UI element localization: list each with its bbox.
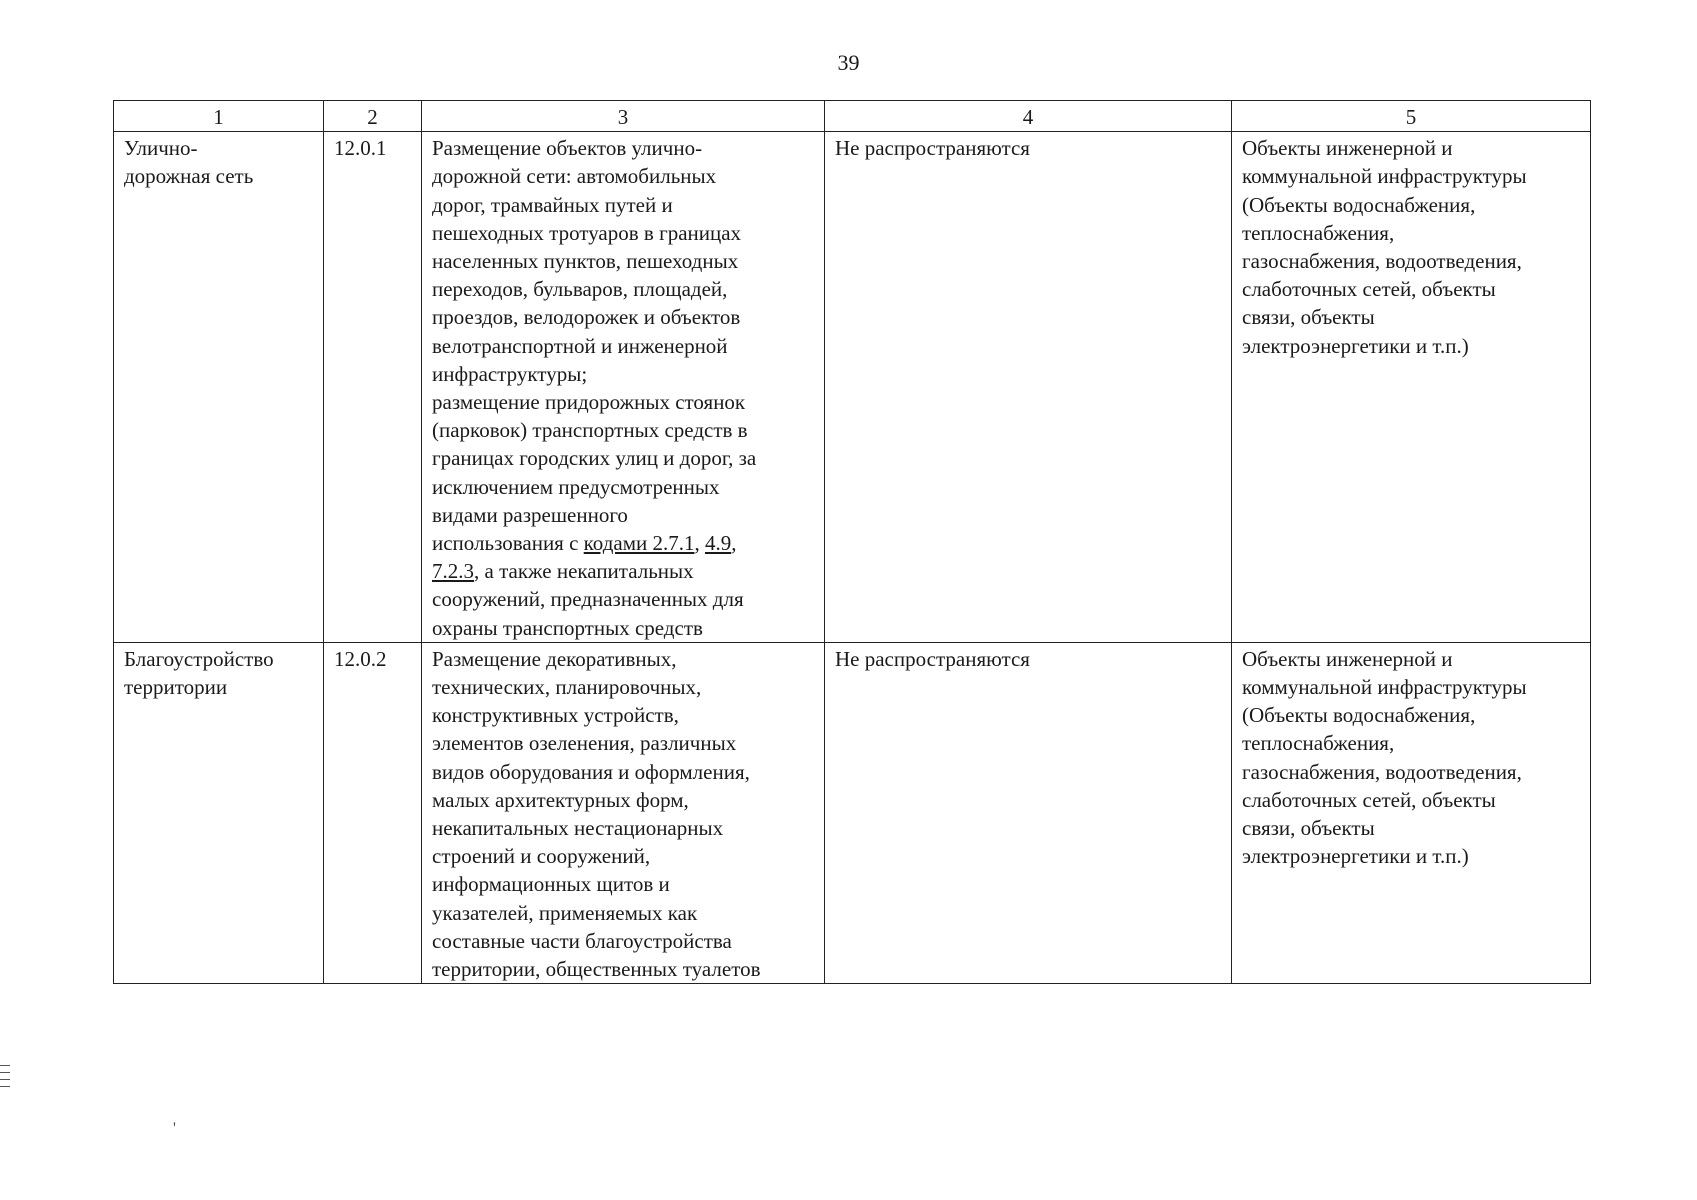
description-line: некапитальных нестационарных	[432, 816, 724, 841]
separator: ,	[731, 531, 737, 556]
description-line: дорожной сети: автомобильных	[432, 164, 717, 189]
code-link-2-7-1[interactable]: кодами 2.7.1	[583, 531, 695, 556]
header-cell: 2	[324, 101, 422, 132]
scan-margin-marks	[0, 1065, 12, 1093]
page-number: 39	[837, 50, 860, 75]
header-cell: 5	[1232, 101, 1591, 132]
table-row	[114, 642, 1591, 983]
separator: ,	[694, 531, 705, 556]
description-line: указателей, применяемых как	[432, 900, 698, 925]
scan-mark	[0, 1086, 10, 1087]
description-line: проездов, велодорожек и объектов	[432, 305, 741, 330]
use-type-name	[114, 642, 324, 983]
description-line: (парковок) транспортных средств в	[432, 418, 748, 443]
description-line: Размещение объектов улично-	[432, 136, 703, 161]
description-line: составные части благоустройства	[432, 928, 732, 953]
objects-line: теплоснабжения,	[1242, 731, 1395, 756]
name-line: территории	[124, 675, 228, 700]
objects-line: связи, объекты	[1242, 816, 1375, 841]
description-line: велотранспортной и инженерной	[432, 333, 728, 358]
table-row	[114, 132, 1591, 643]
description-line: информационных щитов и	[432, 872, 670, 897]
description-line: исключением предусмотренных	[432, 474, 720, 499]
name-line: Улично-	[124, 136, 198, 161]
table-header-row	[114, 101, 1591, 132]
description-line: Размещение декоративных,	[432, 646, 677, 671]
description-line: инфраструктуры;	[432, 361, 588, 386]
objects-line: Объекты инженерной и	[1242, 136, 1453, 161]
description-line	[432, 557, 814, 585]
description-text: использования с	[432, 531, 584, 556]
description-line: населенных пунктов, пешеходных	[432, 249, 739, 274]
description-text: , а также некапитальных	[474, 559, 694, 584]
description-line: строений и сооружений,	[432, 844, 651, 869]
name-line: дорожная сеть	[124, 164, 254, 189]
objects-line: коммунальной инфраструктуры	[1242, 675, 1527, 700]
description-line: технических, планировочных,	[432, 675, 702, 700]
description-line: элементов озеленения, различных	[432, 731, 737, 756]
description-line: пешеходных тротуаров в границах	[432, 220, 742, 245]
auxiliary-objects-cell	[1232, 132, 1591, 643]
code-link-7-2-3[interactable]: 7.2.3	[432, 559, 474, 584]
description-line: переходов, бульваров, площадей,	[432, 277, 728, 302]
scan-mark	[0, 1065, 10, 1066]
use-type-name	[114, 132, 324, 643]
name-line: Благоустройство	[124, 646, 274, 671]
objects-line: (Объекты водоснабжения,	[1242, 703, 1476, 728]
scan-mark	[0, 1079, 10, 1080]
description-line: дорог, трамвайных путей и	[432, 192, 673, 217]
header-cell: 1	[114, 101, 324, 132]
use-type-description	[422, 132, 825, 643]
use-type-description	[422, 642, 825, 983]
objects-line: слаботочных сетей, объекты	[1242, 787, 1496, 812]
description-line: сооружений, предназначенных для	[432, 587, 744, 612]
description-line: видами разрешенного	[432, 502, 628, 527]
objects-line: слаботочных сетей, объекты	[1242, 277, 1496, 302]
objects-line: теплоснабжения,	[1242, 220, 1395, 245]
header-cell: 4	[825, 101, 1232, 132]
code-link-4-9[interactable]: 4.9	[705, 531, 732, 556]
use-type-code: 12.0.2	[324, 642, 422, 983]
description-line: границах городских улиц и дорог, за	[432, 446, 757, 471]
use-type-code: 12.0.1	[324, 132, 422, 643]
restrictions-cell: Не распространяются	[825, 642, 1232, 983]
description-line	[432, 529, 814, 557]
restrictions-cell: Не распространяются	[825, 132, 1232, 643]
objects-line: электроэнергетики и т.п.)	[1242, 844, 1469, 869]
objects-line: газоснабжения, водоотведения,	[1242, 249, 1522, 274]
description-line: охраны транспортных средств	[432, 615, 703, 640]
objects-line: Объекты инженерной и	[1242, 646, 1453, 671]
description-line: видов оборудования и оформления,	[432, 759, 750, 784]
objects-line: электроэнергетики и т.п.)	[1242, 333, 1469, 358]
objects-line: газоснабжения, водоотведения,	[1242, 759, 1522, 784]
auxiliary-objects-cell	[1232, 642, 1591, 983]
description-line: размещение придорожных стоянок	[432, 390, 746, 415]
objects-line: коммунальной инфраструктуры	[1242, 164, 1527, 189]
scan-speck: '	[173, 1120, 176, 1137]
description-line: территории, общественных туалетов	[432, 957, 761, 982]
header-cell: 3	[422, 101, 825, 132]
description-line: малых архитектурных форм,	[432, 787, 689, 812]
land-use-table	[113, 100, 1591, 984]
objects-line: (Объекты водоснабжения,	[1242, 192, 1476, 217]
objects-line: связи, объекты	[1242, 305, 1375, 330]
description-line: конструктивных устройств,	[432, 703, 679, 728]
scan-mark	[0, 1072, 10, 1073]
